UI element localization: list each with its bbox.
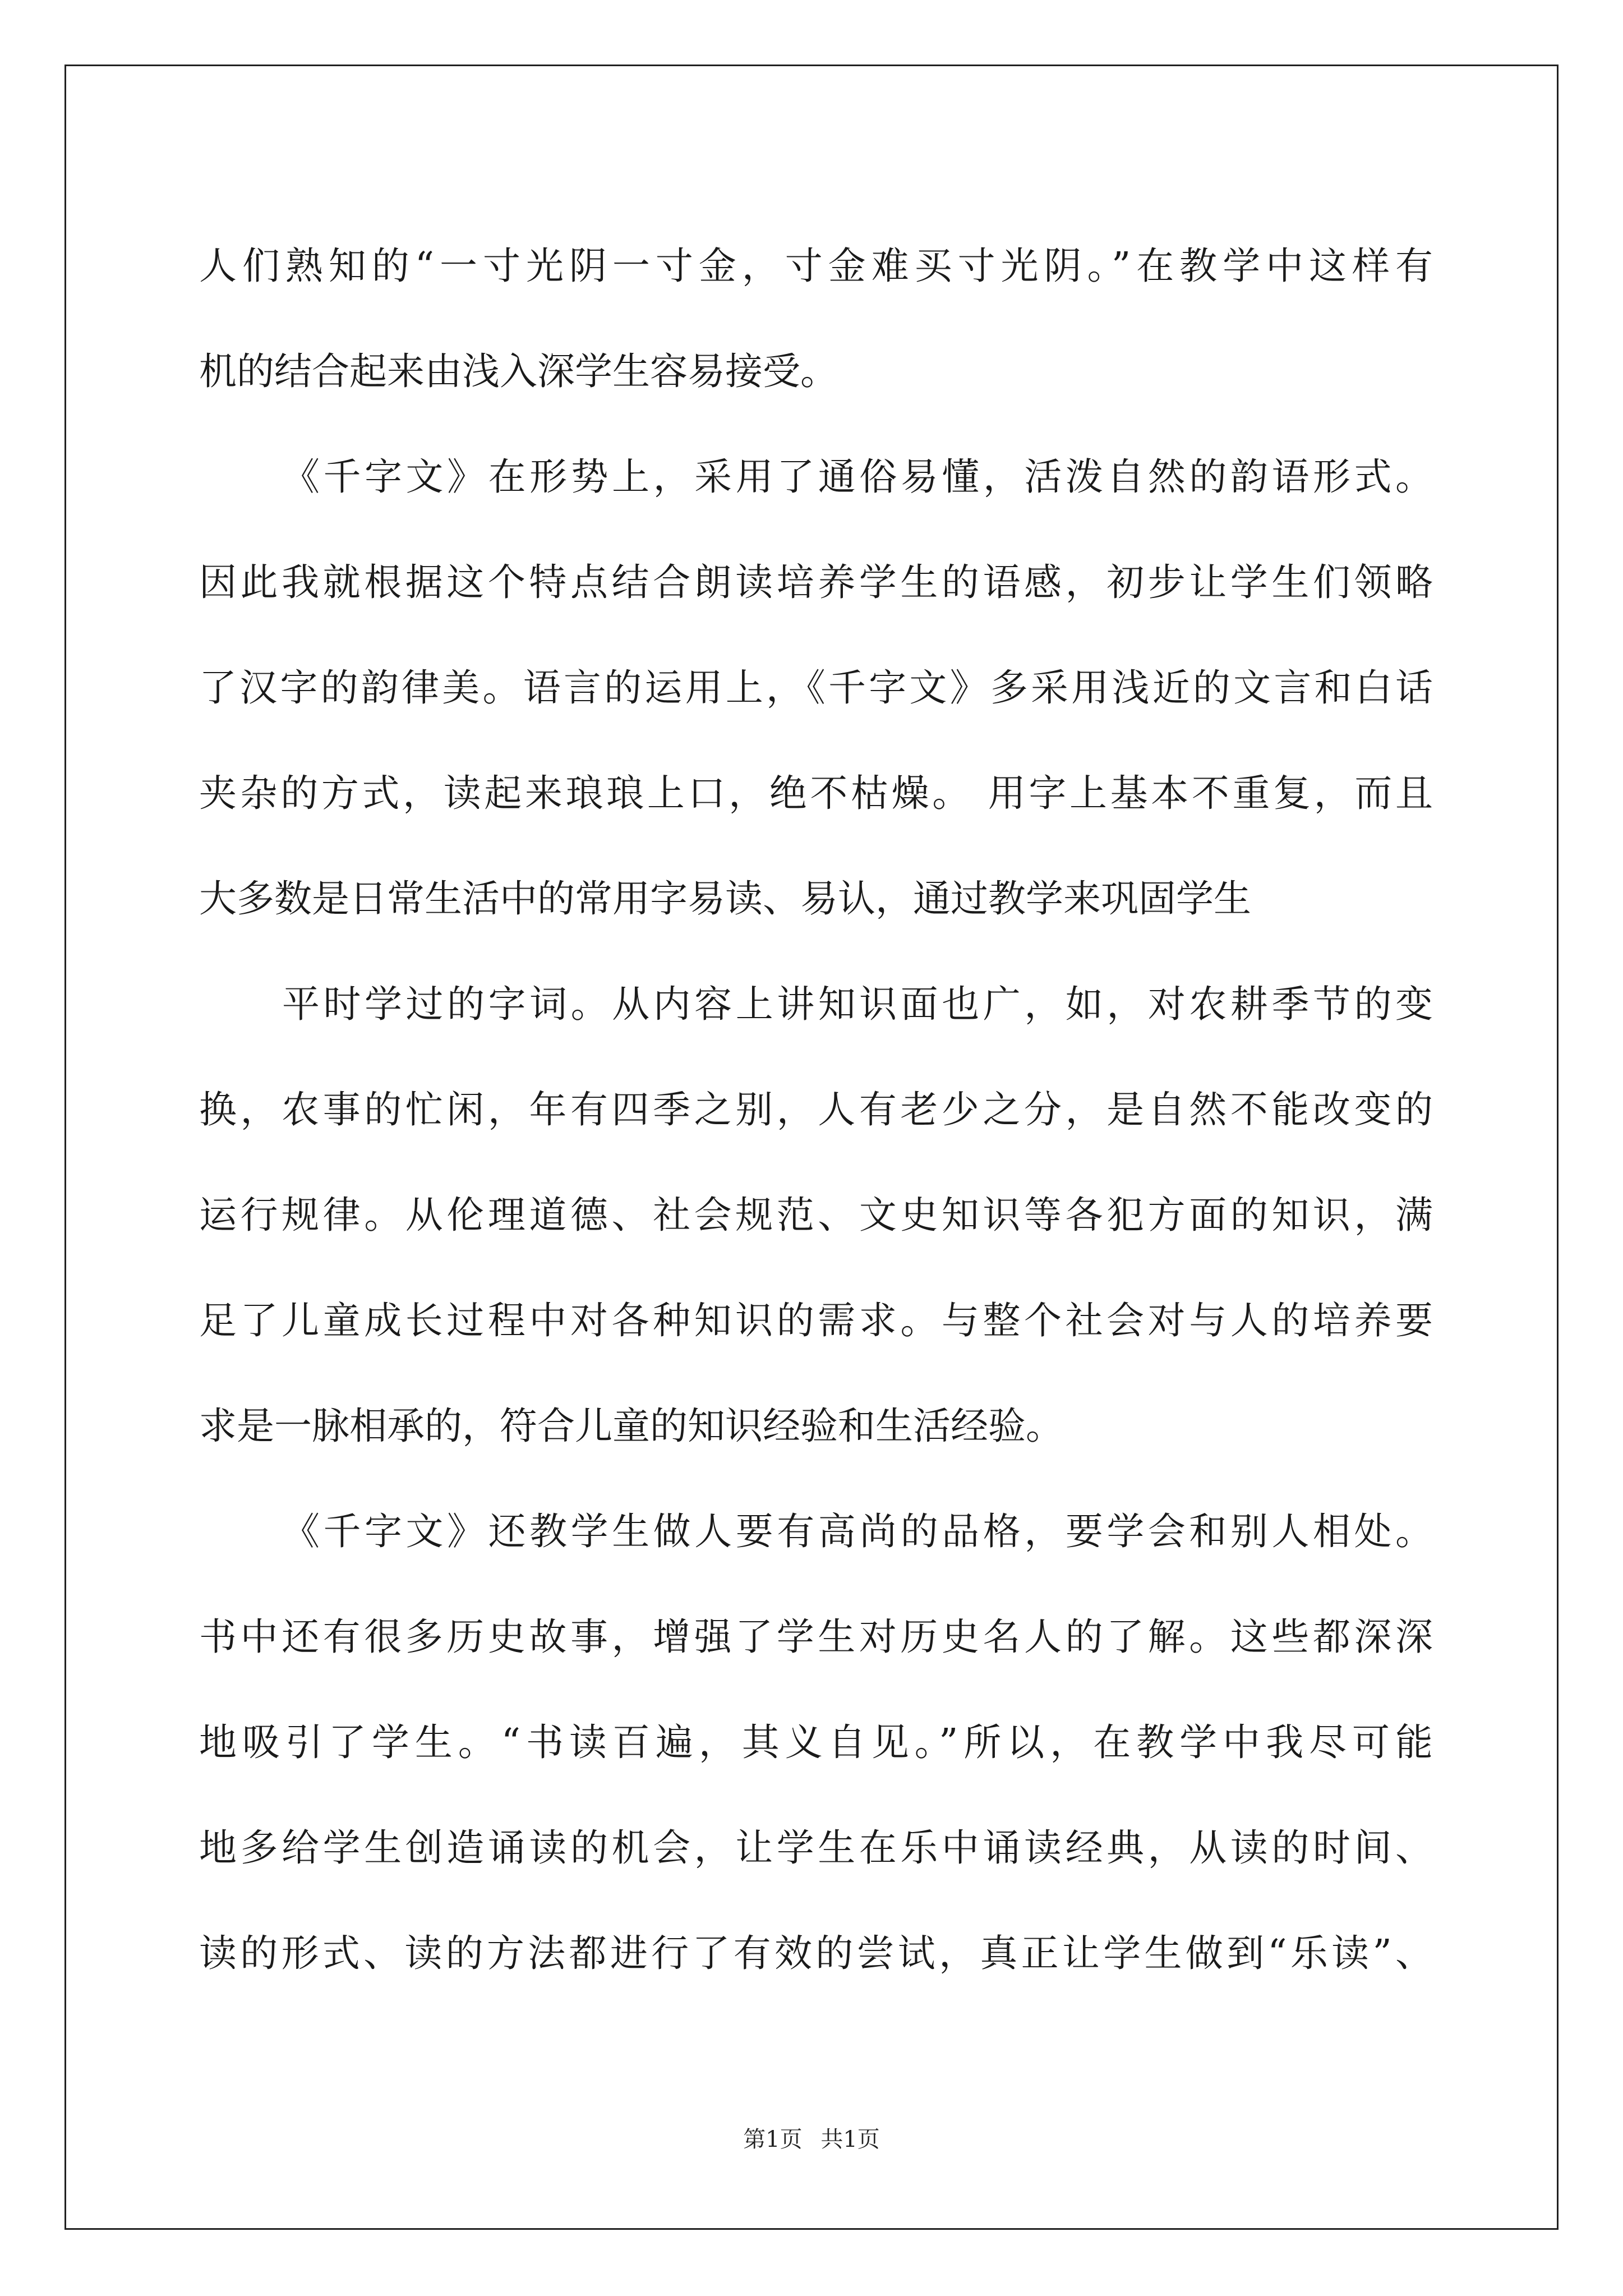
text-line: 地多给学生创造诵读的机会，让学生在乐中诵读经典，从读的时间、	[199, 1826, 1433, 1870]
text-line: 运行规律。从伦理道德、社会规范、文史知识等各犯方面的知识，满	[199, 1193, 1433, 1237]
text-line: 换，农事的忙闲，年有四季之别，人有老少之分，是自然不能改变的	[199, 1088, 1433, 1131]
text-line: 大多数是日常生活中的常用字易读、易认，通过教学来巩固学生	[199, 877, 1251, 921]
text-line: 了汉字的韵律美。语言的运用上，《千字文》多采用浅近的文言和白话	[199, 666, 1433, 710]
page-number: 第1页	[743, 2127, 803, 2152]
text-line: 足了儿童成长过程中对各种知识的需求。与整个社会对与人的培养要	[199, 1299, 1433, 1342]
text-line: 书中还有很多历史故事，增强了学生对历史名人的了解。这些都深深	[199, 1615, 1433, 1659]
text-line: 夹杂的方式，读起来琅琅上口，绝不枯燥。 用字上基本不重复，而且	[199, 771, 1433, 815]
text-line: 人们熟知的“一寸光阴一寸金，寸金难买寸光阴。”在教学中这样有	[199, 244, 1433, 288]
text-line: 因此我就根据这个特点结合朗读培养学生的语感，初步让学生们领略	[199, 560, 1433, 604]
document-body	[199, 213, 1433, 2006]
text-line: 《千字文》还教学生做人要有高尚的品格，要学会和别人相处。	[282, 1510, 1433, 1553]
text-line: 机的结合起来由浅入深学生容易接受。	[199, 349, 838, 393]
text-line: 《千字文》在形势上，采用了通俗易懂，活泼自然的韵语形式。	[282, 455, 1433, 499]
text-line: 平时学过的字词。从内容上讲知识面也广，如，对农耕季节的变	[282, 982, 1433, 1026]
page-footer	[0, 2126, 1623, 2153]
text-line: 读的形式、读的方法都进行了有效的尝试，真正让学生做到“乐读”、	[199, 1931, 1433, 1975]
page-total: 共1页	[820, 2127, 880, 2152]
text-line: 求是一脉相承的，符合儿童的知识经验和生活经验。	[199, 1404, 1063, 1448]
text-line: 地吸引了学生。“书读百遍，其义自见。”所以，在教学中我尽可能	[199, 1720, 1433, 1764]
